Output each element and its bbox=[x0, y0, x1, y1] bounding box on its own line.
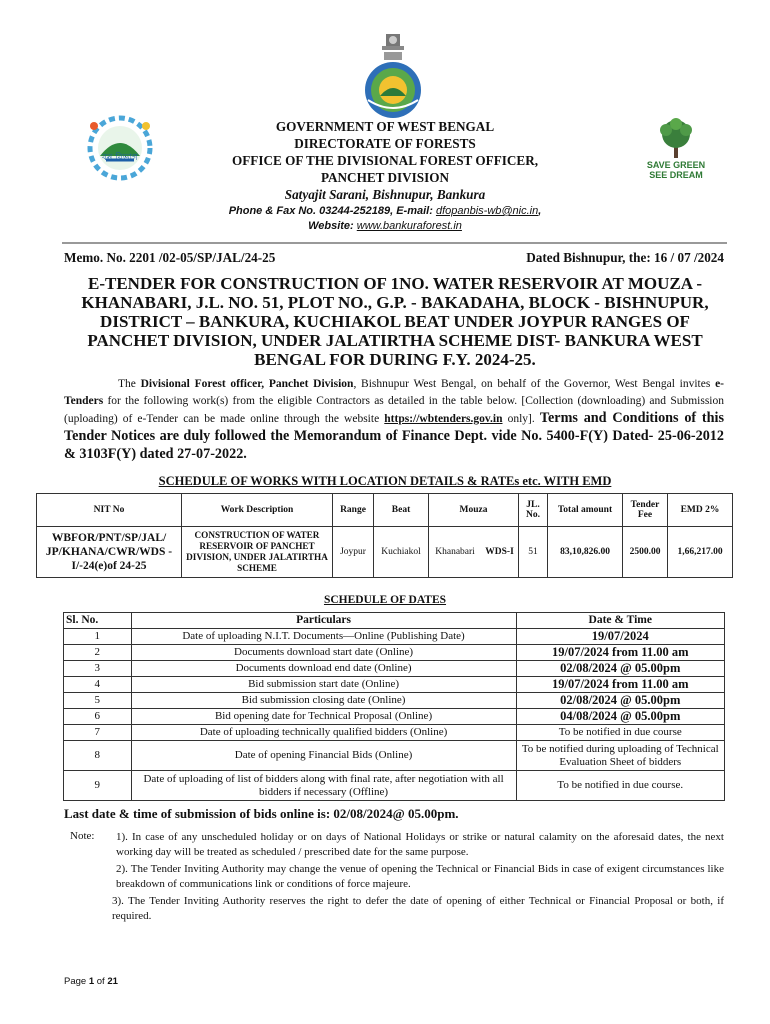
website-label: Website: bbox=[308, 220, 357, 232]
save-green-line1: SAVE GREEN bbox=[646, 160, 706, 170]
mouza-value: Khanabari bbox=[429, 527, 482, 578]
intro-p2: Divisional Forest officer, Panchet Division bbox=[140, 378, 354, 390]
dates-header-row bbox=[64, 613, 725, 629]
particular: Date of uploading of list of bidders along with final rate, after negotiation with all bidders if necessary (Offline) bbox=[131, 771, 516, 801]
col-total: Total amount bbox=[548, 494, 623, 527]
date-time: To be notified in due course bbox=[516, 725, 724, 741]
email-link[interactable]: dfopanbis-wb@nic.in bbox=[435, 205, 539, 217]
particular: Bid submission closing date (Online) bbox=[131, 693, 516, 709]
table-row bbox=[64, 677, 725, 693]
memo-date: Dated Bishnupur, the: 16 / 07 /2024 bbox=[526, 250, 724, 265]
sl-number: 2 bbox=[64, 645, 132, 661]
intro-paragraph bbox=[64, 376, 724, 464]
save-green-line2: SEE DREAM bbox=[649, 170, 703, 180]
sl-number: 9 bbox=[64, 771, 132, 801]
sl-number: 6 bbox=[64, 709, 132, 725]
col-emd: EMD 2% bbox=[668, 494, 733, 527]
col-work: Work Description bbox=[182, 494, 333, 527]
mouza-code: WDS-I bbox=[481, 527, 518, 578]
note-2: 2). The Tender Inviting Authority may change the venue of opening the Technical or Financial Bids in case of exigent circumstances like breakdown of communications link or conditions of force majeure. bbox=[116, 863, 724, 890]
nit-number: WBFOR/PNT/SP/JAL/ JP/KHANA/CWR/WDS -I/-24(e)of 24-25 bbox=[37, 527, 182, 578]
total-amount: 83,10,826.00 bbox=[548, 527, 623, 578]
sl-number: 5 bbox=[64, 693, 132, 709]
date-time: To be notified during uploading of Technical Evaluation Sheet of bidders bbox=[516, 741, 724, 771]
col-sl: Sl. No. bbox=[64, 613, 132, 629]
header-divider bbox=[62, 242, 727, 244]
intro-p4: e-Tenders bbox=[64, 378, 724, 407]
col-date-time: Date & Time bbox=[516, 613, 724, 629]
page-total: 21 bbox=[107, 976, 118, 987]
date-time: 19/07/2024 from 11.00 am bbox=[516, 645, 724, 661]
table-row bbox=[64, 661, 725, 677]
particular: Bid submission start date (Online) bbox=[131, 677, 516, 693]
memo-number: Memo. No. 2201 /02-05/SP/JAL/24-25 bbox=[64, 250, 276, 265]
note-3: 3). The Tender Inviting Authority reserves the right to defer the date of opening of either Technical or Financial Proposal or both, if required. bbox=[112, 895, 724, 922]
table-row bbox=[64, 645, 725, 661]
table-row bbox=[64, 629, 725, 645]
last-date-statement: Last date & time of submission of bids online is: 02/08/2024@ 05.00pm. bbox=[64, 806, 459, 821]
header-directorate: DIRECTORATE OF FORESTS bbox=[294, 136, 476, 151]
intro-p1: The bbox=[118, 378, 141, 390]
sl-number: 3 bbox=[64, 661, 132, 677]
date-time: To be notified in due course. bbox=[516, 771, 724, 801]
particular: Bid opening date for Technical Proposal (Online) bbox=[131, 709, 516, 725]
date-time: 04/08/2024 @ 05.00pm bbox=[516, 709, 724, 725]
sl-number: 1 bbox=[64, 629, 132, 645]
col-range: Range bbox=[333, 494, 374, 527]
header-address: Satyajit Sarani, Bishnupur, Bankura bbox=[284, 187, 486, 202]
col-nit: NIT No bbox=[37, 494, 182, 527]
col-particulars: Particulars bbox=[131, 613, 516, 629]
range-value: Joypur bbox=[333, 527, 374, 578]
left-logo-text: বন বিভাগ bbox=[101, 153, 139, 163]
page-label: Page bbox=[64, 976, 89, 987]
tender-fee: 2500.00 bbox=[623, 527, 668, 578]
date-time: 02/08/2024 @ 05.00pm bbox=[516, 661, 724, 677]
intro-p7: only]. bbox=[502, 413, 540, 425]
header-website bbox=[0, 219, 770, 234]
col-beat: Beat bbox=[374, 494, 429, 527]
sl-number: 4 bbox=[64, 677, 132, 693]
works-header-row bbox=[37, 494, 733, 527]
note-label: Note: bbox=[70, 830, 95, 842]
sl-number: 7 bbox=[64, 725, 132, 741]
col-fee: Tender Fee bbox=[623, 494, 668, 527]
particular: Date of uploading technically qualified bidders (Online) bbox=[131, 725, 516, 741]
intro-p3: , Bishnupur West Bengal, on behalf of the Governor, West Bengal invites bbox=[353, 378, 716, 390]
email-tail: , bbox=[538, 205, 542, 217]
table-row bbox=[64, 693, 725, 709]
intro-p8: Terms and Conditions of this Tender Notices are duly followed the Memorandum of Finance Dept. vide No. 5400-F(Y) Dated- 25-06-2012 & 3103F(Y) dated 27-07-2022. bbox=[64, 410, 724, 462]
tender-title: E-TENDER FOR CONSTRUCTION OF 1NO. WATER RESERVOIR AT MOUZA - KHANABARI, J.L. NO. 51, PLOT NO., G.P. - BAKADAHA, BLOCK - BISHNUPUR, DISTRICT – BANKURA, KUCHIAKOL BEAT UNDER JOYPUR RANGES OF PANCHET DIVISION, UNDER JALATIRTHA SCHEME DIST- BANKURA WEST BENGAL FOR DURING F.Y. 2024-25. bbox=[81, 274, 709, 369]
note-1: 1). In case of any unscheduled holiday or on days of National Holidays or strike or natural calamity on the aforesaid dates, the next working day will be treated as scheduled / prescribed date for the same purpose. bbox=[116, 831, 724, 858]
beat-value: Kuchiakol bbox=[374, 527, 429, 578]
header-office: OFFICE OF THE DIVISIONAL FOREST OFFICER, bbox=[231, 153, 539, 168]
header-division: PANCHET DIVISION bbox=[320, 170, 450, 185]
website-link[interactable]: www.bankuraforest.in bbox=[356, 220, 462, 232]
sl-number: 8 bbox=[64, 741, 132, 771]
page-number bbox=[64, 976, 118, 987]
date-time: 19/07/2024 bbox=[516, 629, 724, 645]
page-of: of bbox=[94, 976, 108, 987]
table-row bbox=[64, 709, 725, 725]
table-row bbox=[64, 771, 725, 801]
header-contact bbox=[0, 204, 770, 219]
works-table bbox=[36, 493, 733, 578]
particular: Documents download start date (Online) bbox=[131, 645, 516, 661]
tender-website-link[interactable]: https://wbtenders.gov.in bbox=[384, 413, 503, 425]
particular: Documents download end date (Online) bbox=[131, 661, 516, 677]
page-current: 1 bbox=[88, 976, 95, 987]
date-time: 19/07/2024 from 11.00 am bbox=[516, 677, 724, 693]
phone-label: Phone & Fax No. 03244-252189, E-mail: bbox=[228, 205, 436, 217]
dates-table bbox=[63, 612, 725, 801]
intro-p5: for the following work(s) from the eligible Contractors as detailed in the table below. [Collection (downloading) and Submission (uploading) of e-Tender can be made online through the website bbox=[64, 395, 724, 425]
works-data-row bbox=[37, 527, 733, 578]
work-description: CONSTRUCTION OF WATER RESERVOIR OF PANCHET DIVISION, UNDER JALATIRTHA SCHEME bbox=[182, 527, 333, 578]
particular: Date of opening Financial Bids (Online) bbox=[131, 741, 516, 771]
dates-table-caption: SCHEDULE OF DATES bbox=[323, 594, 447, 606]
particular: Date of uploading N.I.T. Documents—Online (Publishing Date) bbox=[131, 629, 516, 645]
table-row bbox=[64, 741, 725, 771]
forest-department-logo bbox=[350, 60, 436, 120]
jl-value: 51 bbox=[519, 527, 548, 578]
works-table-caption: SCHEDULE OF WORKS WITH LOCATION DETAILS & RATEs etc. WITH EMD bbox=[158, 474, 612, 488]
col-jl: JL. No. bbox=[519, 494, 548, 527]
header-government: GOVERNMENT OF WEST BENGAL bbox=[275, 119, 495, 134]
emd-amount: 1,66,217.00 bbox=[668, 527, 733, 578]
table-row bbox=[64, 725, 725, 741]
date-time: 02/08/2024 @ 05.00pm bbox=[516, 693, 724, 709]
col-mouza: Mouza bbox=[429, 494, 519, 527]
